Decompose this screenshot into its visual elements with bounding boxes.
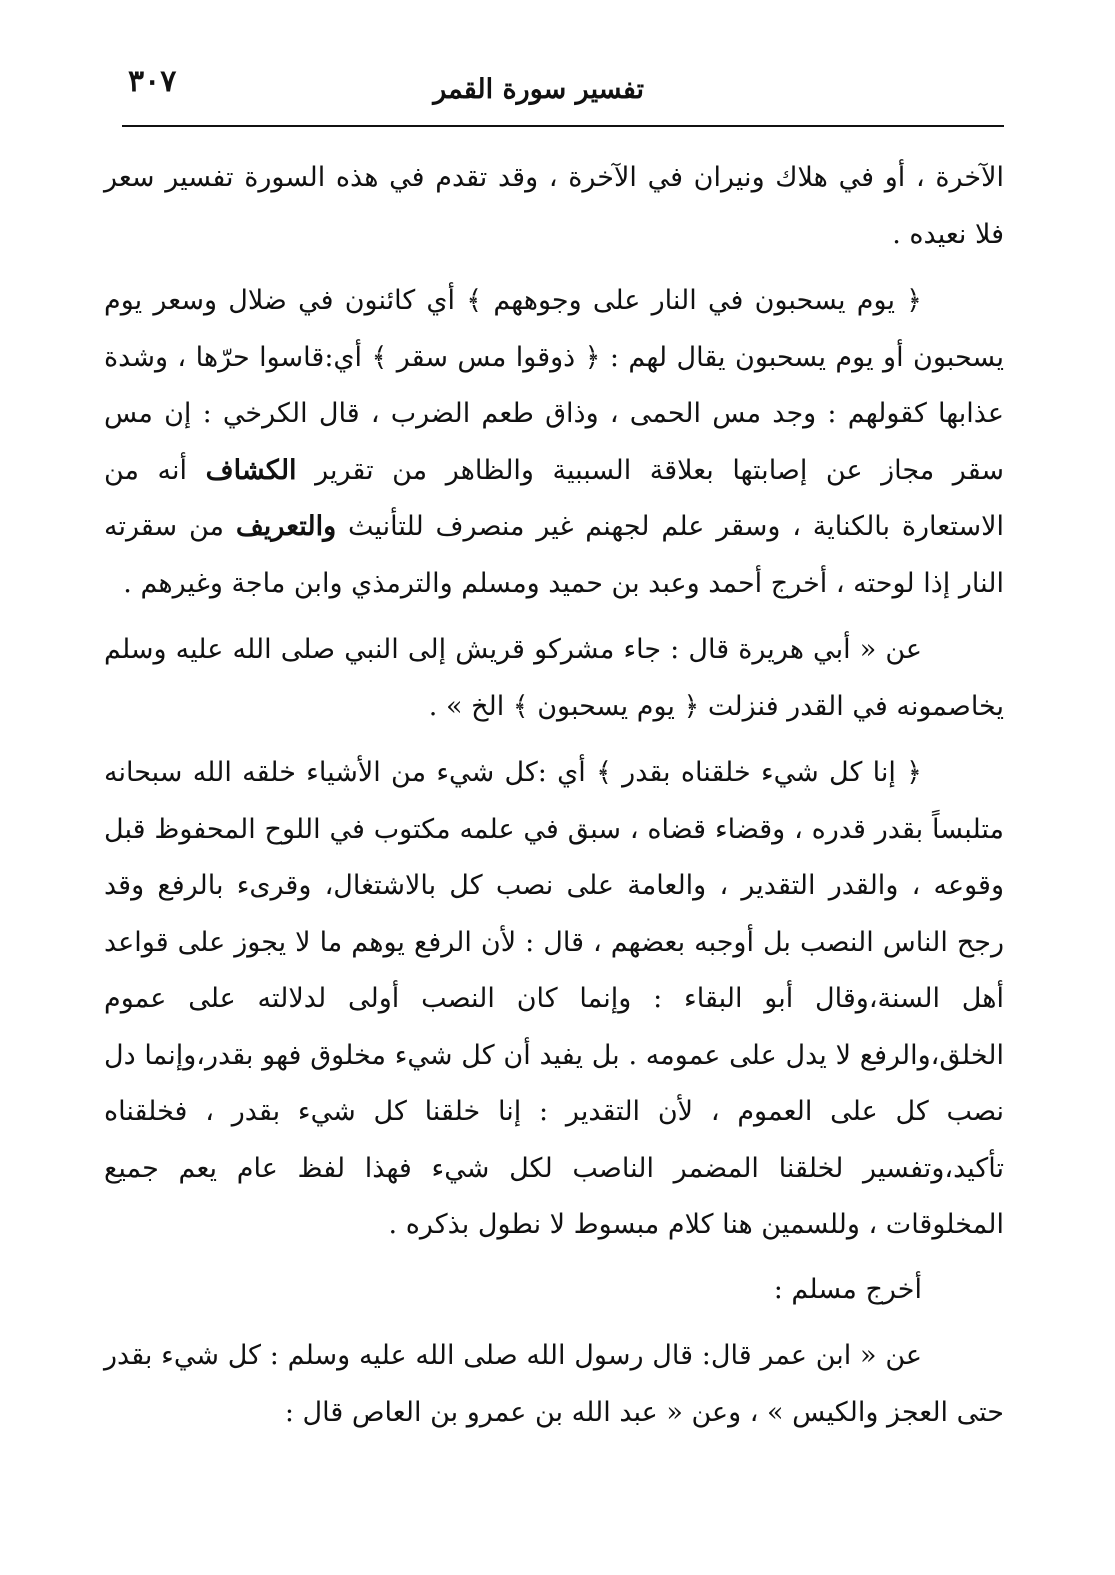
- section-heading-muslim: أخرج مسلم :: [773, 1273, 922, 1305]
- running-title: تفسير سورة القمر: [433, 74, 644, 105]
- paragraph-text: من سقرته النار إذا لوحته ، أخرج أحمد وعبد بن حميد ومسلم والترمذي وابن ماجة وغيرهم .: [104, 511, 1004, 599]
- paragraph-hadith-ibn-umar: عن « ابن عمر قال: قال رسول الله صلى الله عليه وسلم : كل شيء بقدر حتى العجز والكيس » ، وعن « عبد الله بن عمرو بن العاص قال :: [104, 1340, 1004, 1428]
- header-divider: [122, 125, 1004, 127]
- page-number: ٣٠٧: [128, 64, 177, 99]
- bold-term-tarif: والتعريف: [235, 511, 337, 542]
- paragraph-verse-qadar: ﴿ إنا كل شيء خلقناه بقدر ﴾ أي :كل شيء من الأشياء خلقه الله سبحانه متلبساً بقدر قدره ، وقضاء قضاه ، سبق في علمه مكتوب في اللوح المحفوظ قبل وقوعه ، والقدر التقدير ، والعامة على نصب كل بالاشتغال، وقرىء بالرفع وقد رجح الناس النصب بل أوجبه بعضهم ، قال : لأن الرفع يوهم ما لا يجوز على قواعد أهل السنة،وقال أبو البقاء : وإنما كان النصب أولى لدلالته على عموم الخلق،والرفع لا يدل على عمومه . بل يفيد أن كل شيء مخلوق فهو بقدر،وإنما دل نصب كل على العموم ، لأن التقدير : إنا خلقنا كل شيء بقدر ، فخلقناه تأكيد،وتفسير لخلقنا المضمر الناصب لكل شيء فهذا لفظ عام يعم جميع المخلوقات ، وللسمين هنا كلام مبسوط لا نطول بذكره .: [104, 757, 1004, 1240]
- paragraph-continuation: الآخرة ، أو في هلاك ونيران في الآخرة ، وقد تقدم في هذه السورة تفسير سعر فلا نعيده .: [104, 162, 1004, 250]
- page-header: [122, 62, 1004, 122]
- bold-term-kashshaf: الكشاف: [205, 454, 297, 486]
- paragraph-text: ﴿ يوم يسحبون في النار على وجوههم ﴾ أي كائنون في ضلال وسعر يوم يسحبون أو يوم يسحبون يقال لهم : ﴿ ذوقوا مس سقر ﴾ أي:قاسوا حرّها ، وشدة عذابها كقولهم : وجد مس الحمى ، وذاق طعم الضرب ، قال الكرخي : إن مس سقر مجاز عن إصابتها بعلاقة السببية والظاهر من تقرير: [104, 285, 1004, 486]
- page-body: [104, 150, 1004, 1441]
- paragraph-verse-commentary: [104, 273, 1004, 612]
- paragraph-hadith-abu-hurayra: عن « أبي هريرة قال : جاء مشركو قريش إلى النبي صلى الله عليه وسلم يخاصمونه في القدر فنزلت ﴿ يوم يسحبون ﴾ الخ » .: [104, 634, 1004, 722]
- paragraph-text: أنه من الاستعارة بالكناية ، وسقر علم لجهنم غير منصرف للتأنيث: [104, 454, 1004, 542]
